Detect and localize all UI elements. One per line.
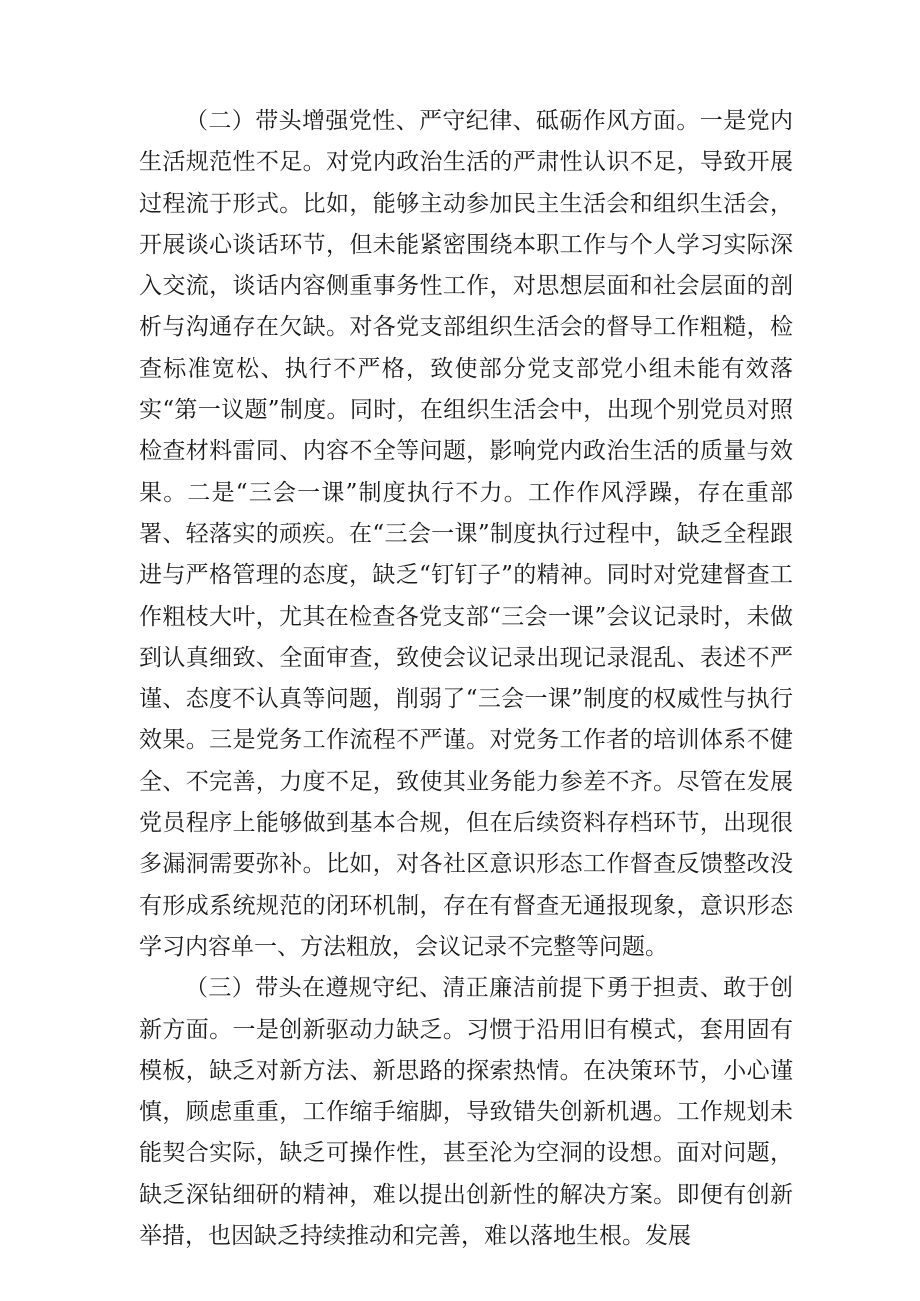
document-body xyxy=(139,101,793,1257)
paragraph-section-two: （二）带头增强党性、严守纪律、砥砺作风方面。一是党内生活规范性不足。对党内政治生活的严肃性认识不足，导致开展过程流于形式。比如，能够主动参加民主生活会和组织生活会，开展谈心谈话环节，但未能紧密围绕本职工作与个人学习实际深入交流，谈话内容侧重事务性工作，对思想层面和社会层面的剖析与沟通存在欠缺。对各党支部组织生活会的督导工作粗糙，检查标准宽松、执行不严格，致使部分党支部党小组未能有效落实“第一议题”制度。同时，在组织生活会中，出现个别党员对照检查材料雷同、内容不全等问题，影响党内政治生活的质量与效果。二是“三会一课”制度执行不力。工作作风浮躁，存在重部署、轻落实的顽疾。在“三会一课”制度执行过程中，缺乏全程跟进与严格管理的态度，缺乏“钉钉子”的精神。同时对党建督查工作粗枝大叶，尤其在检查各党支部“三会一课”会议记录时，未做到认真细致、全面审查，致使会议记录出现记录混乱、表述不严谨、态度不认真等问题，削弱了“三会一课”制度的权威性与执行效果。三是党务工作流程不严谨。对党务工作者的培训体系不健全、不完善，力度不足，致使其业务能力参差不齐。尽管在发展党员程序上能够做到基本合规，但在后续资料存档环节，出现很多漏洞需要弥补。比如，对各社区意识形态工作督查反馈整改没有形成系统规范的闭环机制，存在有督查无通报现象，意识形态学习内容单一、方法粗放，会议记录不完整等问题。 xyxy=(139,108,793,960)
paragraph-section-three: （三）带头在遵规守纪、清正廉洁前提下勇于担责、敢于创新方面。一是创新驱动力缺乏。习惯于沿用旧有模式，套用固有模板，缺乏对新方法、新思路的探索热情。在决策环节，小心谨慎，顾虑重重，工作缩手缩脚，导致错失创新机遇。工作规划未能契合实际，缺乏可操作性，甚至沦为空洞的设想。面对问题，缺乏深钻细研的精神，难以提出创新性的解决方案。即便有创新举措，也因缺乏持续推动和完善，难以落地生根。发展 xyxy=(139,975,793,1250)
